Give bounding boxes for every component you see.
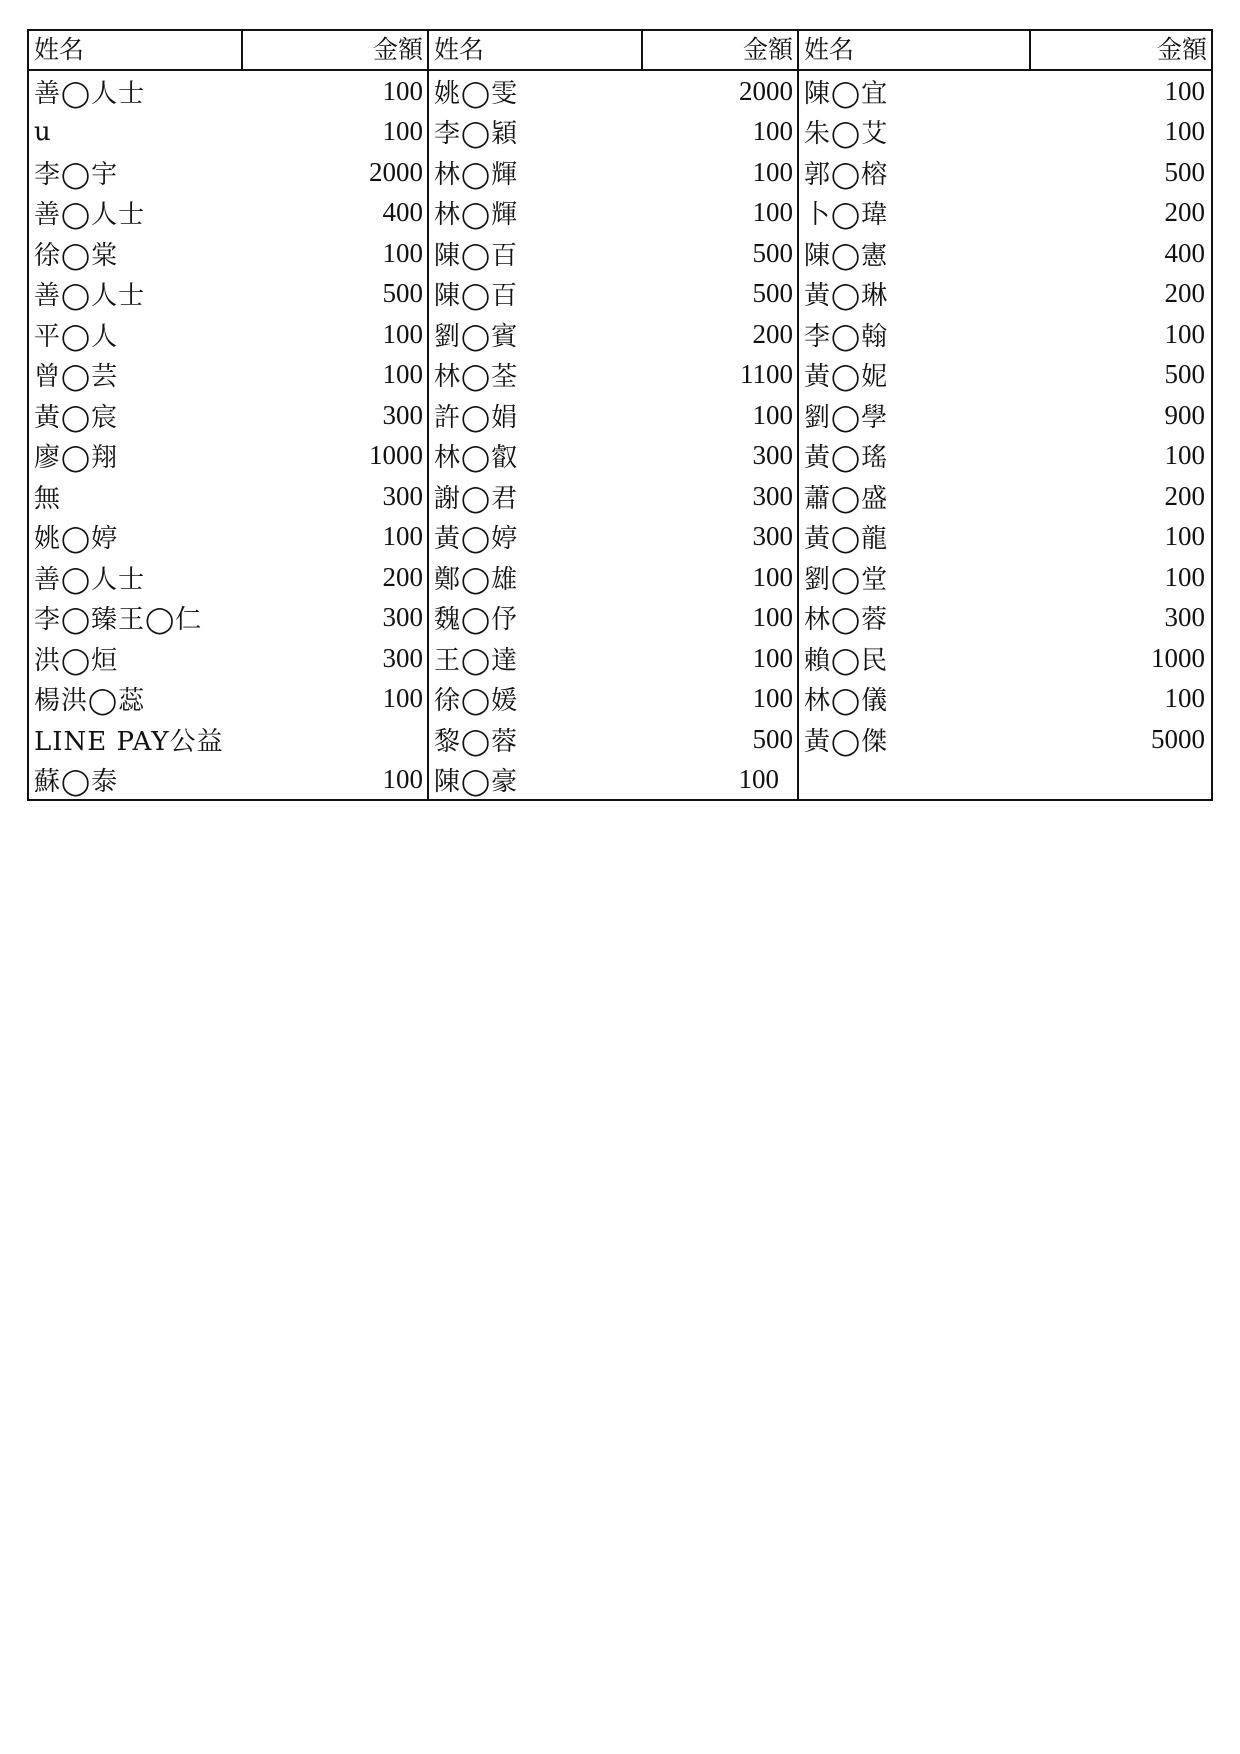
donor-name: 賴◯民 — [804, 645, 889, 676]
donor-name: 朱◯艾 — [804, 119, 889, 150]
table-row — [429, 679, 797, 720]
donor-name: 鄭◯雄 — [434, 564, 519, 595]
donor-name: 林◯輝 — [434, 159, 519, 190]
table-row — [429, 233, 797, 274]
donation-amount: 400 — [1164, 237, 1205, 268]
table-row — [29, 395, 427, 436]
donation-amount: 100 — [382, 318, 423, 349]
name-header: 姓名 — [799, 31, 1031, 69]
table-row — [29, 274, 427, 315]
table-row — [429, 193, 797, 234]
amount-header: 金額 — [742, 35, 793, 64]
donation-amount: 2000 — [369, 156, 423, 187]
donation-amount: 500 — [752, 723, 793, 754]
donor-name: 林◯叡 — [434, 443, 519, 474]
table-row — [799, 152, 1211, 193]
donation-amount: 200 — [1164, 197, 1205, 228]
table-row — [429, 355, 797, 396]
table-row — [799, 598, 1211, 639]
table-rows — [29, 71, 427, 800]
donation-amount: 300 — [752, 440, 793, 471]
donation-amount: 100 — [752, 561, 793, 592]
table-row — [29, 355, 427, 396]
donation-amount: 100 — [752, 642, 793, 673]
donor-name: 林◯蓉 — [804, 605, 889, 636]
donation-amount: 1000 — [1151, 642, 1205, 673]
donation-amount: 100 — [1164, 440, 1205, 471]
amount-header: 金額 — [1156, 35, 1207, 64]
name-header: 姓名 — [429, 31, 643, 69]
donation-amount: 200 — [382, 561, 423, 592]
table-row — [29, 71, 427, 112]
table-row — [29, 193, 427, 234]
donation-amount: 100 — [1164, 75, 1205, 106]
table-row — [429, 557, 797, 598]
donation-amount: 100 — [382, 116, 423, 147]
donor-name: 徐◯棠 — [34, 240, 119, 271]
donation-amount: 100 — [1164, 683, 1205, 714]
donation-amount: 100 — [382, 359, 423, 390]
table-row — [429, 395, 797, 436]
table-row — [29, 638, 427, 679]
donation-amount: 100 — [1164, 521, 1205, 552]
donation-amount: 100 — [752, 156, 793, 187]
donation-amount: 400 — [382, 197, 423, 228]
table-row — [799, 517, 1211, 558]
donation-amount: 500 — [1164, 359, 1205, 390]
table-row — [29, 760, 427, 801]
donor-name: 姚◯婷 — [34, 524, 119, 555]
donor-name: 蘇◯泰 — [34, 767, 119, 798]
table-row — [29, 557, 427, 598]
donation-amount: 300 — [382, 480, 423, 511]
donor-name: 劉◯堂 — [804, 564, 889, 595]
donor-name: 李◯翰 — [804, 321, 889, 352]
table-row — [29, 112, 427, 153]
table-header — [29, 31, 427, 71]
donation-amount: 500 — [382, 278, 423, 309]
donation-amount: 300 — [382, 399, 423, 430]
donor-name: 善◯人士 — [34, 78, 146, 109]
donor-name: 許◯娟 — [434, 402, 519, 433]
table-row — [429, 71, 797, 112]
table-row — [799, 557, 1211, 598]
donation-amount: 500 — [752, 278, 793, 309]
donation-amount: 100 — [382, 764, 423, 795]
donor-name: 林◯儀 — [804, 686, 889, 717]
donation-amount: 100 — [382, 237, 423, 268]
table-row — [799, 233, 1211, 274]
table-header — [429, 31, 797, 71]
table-row — [429, 517, 797, 558]
donation-amount: 100 — [382, 521, 423, 552]
donor-name: 善◯人士 — [34, 564, 146, 595]
donation-amount: 100 — [752, 399, 793, 430]
table-header — [799, 31, 1211, 71]
donation-amount: 200 — [752, 318, 793, 349]
table-row — [29, 679, 427, 720]
donation-amount: 300 — [752, 480, 793, 511]
donor-name: LINE PAY公益 — [34, 726, 224, 757]
donor-name: 黃◯婷 — [434, 524, 519, 555]
donation-amount: 900 — [1164, 399, 1205, 430]
table-row — [429, 760, 797, 801]
donation-amount: 500 — [752, 237, 793, 268]
table-rows — [799, 71, 1211, 760]
donor-name: 李◯宇 — [34, 159, 119, 190]
donor-name: 陳◯豪 — [434, 767, 519, 798]
table-row — [799, 274, 1211, 315]
donation-amount: 300 — [1164, 602, 1205, 633]
table-row — [799, 638, 1211, 679]
table-row — [799, 679, 1211, 720]
donor-name: 楊洪◯蕊 — [34, 686, 146, 717]
table-row — [29, 314, 427, 355]
donation-amount: 100 — [738, 764, 779, 795]
donation-amount: 100 — [1164, 116, 1205, 147]
table-row — [29, 719, 427, 760]
donation-table — [27, 29, 1213, 801]
amount-header: 金額 — [372, 35, 423, 64]
donor-name: 郭◯榕 — [804, 159, 889, 190]
donation-amount: 300 — [382, 602, 423, 633]
table-row — [799, 395, 1211, 436]
donation-amount: 100 — [752, 197, 793, 228]
donor-name: 黃◯妮 — [804, 362, 889, 393]
donor-name: 蕭◯盛 — [804, 483, 889, 514]
donor-name: 黃◯宸 — [34, 402, 119, 433]
donation-amount: 100 — [382, 75, 423, 106]
table-row — [29, 517, 427, 558]
table-row — [799, 355, 1211, 396]
donor-name: 卜◯瑋 — [804, 200, 889, 231]
donor-name: 陳◯百 — [434, 281, 519, 312]
donor-name: 林◯荃 — [434, 362, 519, 393]
donor-name: 善◯人士 — [34, 281, 146, 312]
donor-name: 謝◯君 — [434, 483, 519, 514]
table-column-1 — [29, 31, 429, 799]
donor-name: 陳◯憲 — [804, 240, 889, 271]
table-row — [799, 436, 1211, 477]
donor-name: 黃◯龍 — [804, 524, 889, 555]
table-row — [799, 71, 1211, 112]
donation-amount: 200 — [1164, 480, 1205, 511]
donor-name: 黃◯琳 — [804, 281, 889, 312]
donor-name: 李◯穎 — [434, 119, 519, 150]
table-row — [429, 112, 797, 153]
donation-amount: 100 — [1164, 561, 1205, 592]
donation-amount: 100 — [752, 116, 793, 147]
donor-name: 姚◯雯 — [434, 78, 519, 109]
table-row — [799, 476, 1211, 517]
table-rows — [429, 71, 797, 800]
donor-name: 黎◯蓉 — [434, 726, 519, 757]
donor-name: 陳◯宜 — [804, 78, 889, 109]
donor-name: 善◯人士 — [34, 200, 146, 231]
table-row — [429, 598, 797, 639]
donor-name: 陳◯百 — [434, 240, 519, 271]
table-column-3 — [799, 31, 1211, 799]
table-row — [429, 476, 797, 517]
table-row — [429, 719, 797, 760]
donation-amount: 200 — [1164, 278, 1205, 309]
donation-amount: 1000 — [369, 440, 423, 471]
donor-name: 劉◯賓 — [434, 321, 519, 352]
donor-name: u — [34, 116, 52, 147]
donor-name: 黃◯傑 — [804, 726, 889, 757]
table-row — [29, 233, 427, 274]
table-row — [29, 436, 427, 477]
donor-name: 洪◯烜 — [34, 645, 119, 676]
donor-name: 李◯臻王◯仁 — [34, 605, 203, 636]
donation-amount: 300 — [382, 642, 423, 673]
donor-name: 林◯輝 — [434, 200, 519, 231]
table-row — [429, 274, 797, 315]
donor-name: 徐◯媛 — [434, 686, 519, 717]
table-row — [799, 193, 1211, 234]
donation-amount: 1100 — [740, 359, 793, 390]
donation-amount: 2000 — [739, 75, 793, 106]
donor-name: 曾◯芸 — [34, 362, 119, 393]
donor-name: 王◯達 — [434, 645, 519, 676]
donation-amount: 500 — [1164, 156, 1205, 187]
name-header: 姓名 — [29, 31, 243, 69]
donation-amount: 100 — [382, 683, 423, 714]
donation-amount: 100 — [1164, 318, 1205, 349]
donation-amount: 100 — [752, 683, 793, 714]
table-row — [29, 476, 427, 517]
donor-name: 平◯人 — [34, 321, 119, 352]
table-row — [429, 638, 797, 679]
donation-amount: 5000 — [1151, 723, 1205, 754]
donation-amount: 300 — [752, 521, 793, 552]
donor-name: 魏◯伃 — [434, 605, 519, 636]
table-column-2 — [429, 31, 799, 799]
table-row — [429, 314, 797, 355]
donor-name: 廖◯翔 — [34, 443, 119, 474]
table-row — [429, 152, 797, 193]
table-row — [799, 112, 1211, 153]
table-row — [429, 436, 797, 477]
donor-name: 劉◯學 — [804, 402, 889, 433]
donation-amount: 100 — [752, 602, 793, 633]
donor-name: 黃◯瑤 — [804, 443, 889, 474]
table-row — [29, 152, 427, 193]
table-row — [29, 598, 427, 639]
donor-name: 無 — [34, 483, 62, 514]
table-row — [799, 719, 1211, 760]
table-row — [799, 314, 1211, 355]
